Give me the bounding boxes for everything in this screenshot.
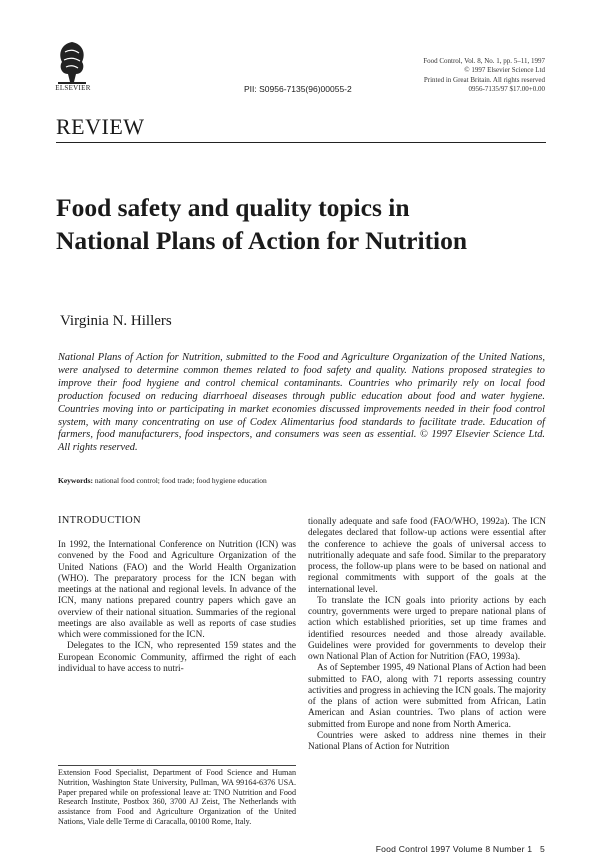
section-label: REVIEW: [56, 114, 145, 139]
publisher-tree-logo: [55, 36, 89, 88]
article-title: Food safety and quality topics in National Plans of Action for Nutrition: [56, 193, 468, 255]
paragraph: Countries were asked to address nine themes in their National Plans of Action for Nutrition: [308, 730, 546, 752]
author-affiliation-footnote: Extension Food Specialist, Department of Food Science and Human Nutrition, Washington State University, Pullman, WA 99164-6376 USA. Paper prepared while on professional leave at: TNO Nutrition and Food Research Institute, Postbox 360, 3700 AJ Zeist, The Netherlands with assistance from Food and Agriculture Organization of the United Nations, Viale delle Terme di Caracalla, 00100 Rome, Italy.: [58, 768, 296, 826]
body-column-left: [58, 540, 296, 675]
keywords-label: Keywords:: [58, 476, 93, 485]
journal-info-line: © 1997 Elsevier Science Ltd: [464, 66, 545, 75]
author-name: Virginia N. Hillers: [60, 313, 172, 329]
footnote-rule: [58, 765, 296, 766]
journal-info-line: Printed in Great Britain. All rights reserved: [423, 75, 545, 84]
paragraph: To translate the ICN goals into priority actions by each country, governments were urged to prepare national plans of action which established priorities, set up time frames and identified resources needed and those already available. Guidelines were provided for governments to develop their own National Plan of Action for Nutrition (FAO, 1993a).: [308, 595, 546, 662]
body-column-right: [308, 517, 546, 753]
publisher-logo-text: ELSEVIER: [55, 84, 91, 92]
paragraph: tionally adequate and safe food (FAO/WHO, 1992a). The ICN delegates declared that follow-up actions were essential after the conference to achieve the goals of universal access to nutritionally adequate and safe food. Similar to the preparatory process, the follow-up plans were to be based on national and regional commitments with support of the goals at the international level.: [308, 517, 546, 595]
page-footer: [376, 844, 545, 854]
journal-info-line: 0956-7135/97 $17.00+0.00: [468, 85, 545, 94]
paragraph: Delegates to the ICN, who represented 159 states and the European Economic Community, affirmed the right of each individual to have access to nutri-: [58, 641, 296, 674]
journal-citation-block: [375, 57, 545, 95]
footer-journal: Food Control 1997 Volume 8 Number 1: [375, 844, 533, 854]
paragraph: In 1992, the International Conference on Nutrition (ICN) was convened by the Food and Agriculture Organization of the United Nations (FAO) and the World Health Organization (WHO). The preparatory process for the ICN began with meetings at the national and regional levels. In advance of the ICN, many nations prepared country papers which gave an overview of their national situation. Summaries of the regional meetings are also available as well as reports of case studies which were commissioned for the ICN.: [58, 540, 296, 640]
paragraph: As of September 1995, 49 National Plans of Action had been submitted to FAO, along with 71 reports assessing country activities and progress in achieving the ICN goals. The majority of the plans of action were submitted from African, Latin American and Asian countries. Two plans of action were submitted from Europe and none from North America.: [308, 663, 546, 730]
abstract: National Plans of Action for Nutrition, submitted to the Food and Agriculture Organization of the United Nations, were analysed to determine common themes related to food safety and quality. Nations proposed strategies to improve their food hygiene and control chemical contaminants. Countries who primarily rely on local food production focused on reducing diarrhoeal diseases through public education about food and water hygiene. Countries moving into or participating in market economies discussed improvements needed in their food control system, with many concentrating on use of Codex Alimentarius food standards to facilitate trade. Education of farmers, food manufacturers, food inspectors, and consumers was seen as essential. © 1997 Elsevier Science Ltd. All rights reserved.: [58, 352, 545, 454]
pii-identifier: PII: S0956-7135(96)00055-2: [244, 84, 352, 94]
keywords: [58, 476, 545, 485]
header-rule: [56, 142, 546, 143]
section-heading-introduction: INTRODUCTION: [58, 515, 141, 526]
page-number: 5: [540, 844, 545, 854]
keywords-text: national food control; food trade; food hygiene education: [94, 476, 267, 485]
journal-info-line: Food Control, Vol. 8, No. 1, pp. 5–11, 1997: [423, 57, 545, 65]
